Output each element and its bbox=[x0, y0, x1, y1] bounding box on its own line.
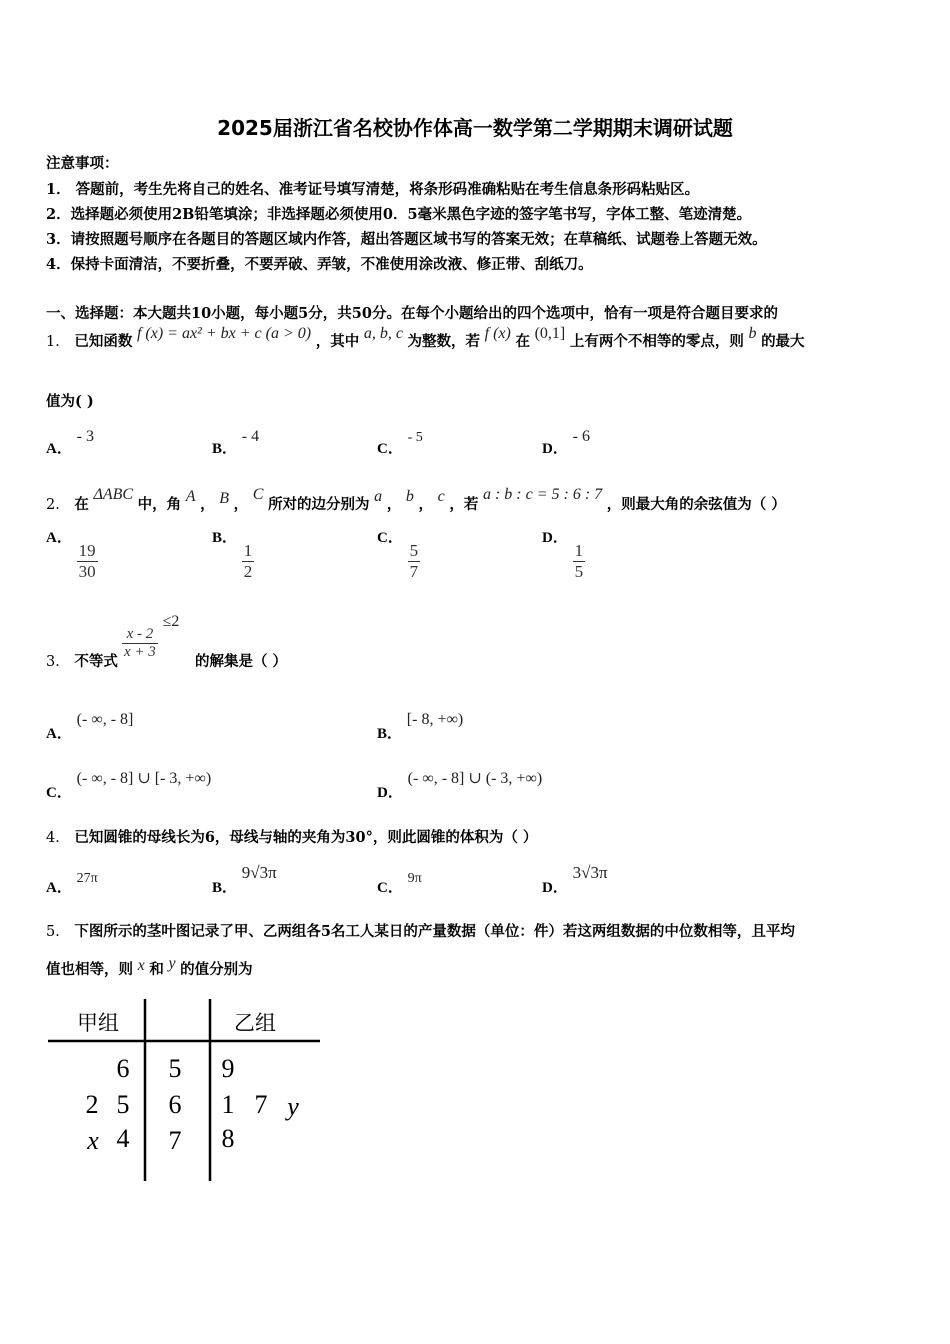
q1-interval: (0,1] bbox=[534, 325, 566, 342]
q5-number: 5． bbox=[46, 924, 70, 940]
q3-inequality bbox=[122, 613, 180, 662]
option-label: A． bbox=[46, 441, 72, 457]
option-value: (- ∞, - 8] ∪ [- 3, +∞) bbox=[76, 770, 212, 787]
option-value: 9√3π bbox=[241, 863, 277, 882]
option-label: A． bbox=[46, 530, 72, 546]
notes-heading: 注意事项： bbox=[46, 155, 119, 172]
q4-option-c[interactable] bbox=[377, 866, 422, 896]
option-value: [- 8, +∞) bbox=[406, 711, 464, 728]
q2-comma: ， bbox=[386, 496, 402, 513]
q2-text: 中，角 bbox=[137, 496, 182, 513]
option-label: B． bbox=[212, 880, 238, 896]
note-item-3: 3．请按照题号顺序在各题目的答题区域内作答，超出答题区域书写的答案无效；在草稿纸、试题卷上答题无效。 bbox=[46, 231, 767, 248]
stem-value: 6 bbox=[168, 1090, 182, 1119]
left-leaf: 4 bbox=[116, 1124, 130, 1153]
option-fraction bbox=[573, 541, 586, 581]
q2-comma: ， bbox=[418, 496, 433, 513]
option-label: C． bbox=[377, 880, 403, 896]
option-value: 9π bbox=[407, 871, 422, 886]
left-leaf-variable: x bbox=[87, 1126, 99, 1155]
question-1 bbox=[46, 325, 805, 351]
q1-text: 在 bbox=[515, 333, 530, 350]
q2-text: ，则最大角的余弦值为（ ） bbox=[606, 496, 786, 513]
stem-value: 5 bbox=[168, 1054, 182, 1083]
q1-text: 的最大 bbox=[761, 333, 805, 350]
option-value: 27π bbox=[76, 871, 98, 886]
option-label: D． bbox=[542, 441, 568, 457]
q3-fraction bbox=[122, 626, 158, 662]
option-fraction bbox=[242, 541, 255, 581]
option-fraction bbox=[77, 541, 98, 581]
fraction-numerator: 1 bbox=[574, 541, 584, 560]
option-value: - 3 bbox=[76, 428, 94, 445]
q4-option-a[interactable] bbox=[46, 866, 98, 896]
q4-option-b[interactable] bbox=[212, 862, 277, 896]
q2-comma: ， bbox=[233, 496, 249, 513]
q1-function: f (x) = ax² + bx + c (a > 0) bbox=[136, 325, 312, 342]
option-label: C． bbox=[46, 785, 72, 801]
q5-text: 值也相等，则 bbox=[46, 961, 133, 978]
note-item-4: 4．保持卡面清洁，不要折叠，不要弄破、弄皱，不准使用涂改液、修正带、刮纸刀。 bbox=[46, 256, 593, 273]
note-item-2: 2．选择题必须使用2B铅笔填涂；非选择题必须使用0．5毫米黑色字迹的签字笔书写，字体工整、笔迹清楚。 bbox=[46, 206, 752, 223]
q2-side-b: b bbox=[405, 488, 414, 505]
q1-abc: a, b, c bbox=[363, 325, 403, 342]
right-leaf: 9 bbox=[221, 1054, 235, 1083]
option-label: D． bbox=[542, 530, 568, 546]
option-fraction bbox=[408, 541, 421, 581]
right-group-header: 乙组 bbox=[234, 1011, 276, 1035]
option-value: - 6 bbox=[572, 428, 590, 445]
q5-text-cont bbox=[46, 955, 253, 979]
question-5 bbox=[46, 920, 795, 941]
fraction-denominator: 2 bbox=[243, 561, 253, 581]
option-label: D． bbox=[377, 785, 403, 801]
q2-angle-c: C bbox=[252, 486, 264, 503]
q5-x: x bbox=[137, 957, 145, 974]
left-leaf: 6 bbox=[116, 1054, 130, 1083]
fraction-denominator: x + 3 bbox=[124, 644, 156, 661]
option-label: C． bbox=[377, 441, 403, 457]
q3-text: 不等式 bbox=[74, 653, 118, 670]
right-leaf: 1 bbox=[221, 1090, 235, 1119]
q2-text: ，若 bbox=[449, 496, 479, 513]
fraction-numerator: x - 2 bbox=[126, 626, 154, 642]
note-item-1: 1． 答题前，考生先将自己的姓名、准考证号填写清楚，将条形码准确粘贴在考生信息条形码粘贴区。 bbox=[46, 181, 700, 198]
option-label: A． bbox=[46, 726, 72, 742]
q1-text-cont: 值为( ) bbox=[46, 393, 94, 410]
q2-triangle: ΔABC bbox=[93, 486, 134, 503]
question-2 bbox=[46, 486, 786, 514]
right-leaf: 8 bbox=[221, 1124, 235, 1153]
option-label: B． bbox=[212, 530, 238, 546]
fraction-denominator: 30 bbox=[78, 561, 96, 581]
q3-option-b[interactable] bbox=[377, 708, 464, 742]
option-label: B． bbox=[212, 441, 238, 457]
q1-option-b[interactable] bbox=[212, 425, 260, 457]
left-group-header: 甲组 bbox=[77, 1011, 119, 1035]
question-3 bbox=[46, 650, 118, 671]
fraction-denominator: 5 bbox=[574, 561, 584, 581]
q2-number: 2． bbox=[46, 497, 70, 513]
option-label: D． bbox=[542, 880, 568, 896]
q3-option-d[interactable] bbox=[377, 767, 543, 801]
option-label: A． bbox=[46, 880, 72, 896]
left-leaf: 5 bbox=[116, 1090, 130, 1119]
q2-angle-a: A bbox=[185, 488, 196, 505]
right-leaf: 7 bbox=[254, 1090, 268, 1119]
q1-fx: f (x) bbox=[484, 325, 511, 342]
q1-text: 为整数，若 bbox=[407, 333, 481, 350]
q2-option-c[interactable] bbox=[377, 530, 420, 581]
option-label: C． bbox=[377, 530, 403, 546]
q3-text: 的解集是（ ） bbox=[195, 653, 288, 670]
page-title: 2025届浙江省名校协作体高一数学第二学期期末调研试题 bbox=[217, 116, 733, 140]
q1-number: 1． bbox=[46, 334, 70, 350]
stem-value: 7 bbox=[168, 1126, 182, 1155]
option-value: - 5 bbox=[407, 430, 423, 445]
q4-option-d[interactable] bbox=[542, 862, 608, 896]
fraction-denominator: 7 bbox=[409, 561, 419, 581]
fraction-numerator: 5 bbox=[409, 541, 419, 560]
question-4 bbox=[46, 826, 537, 847]
q2-side-a: a bbox=[374, 488, 383, 505]
q5-y: y bbox=[168, 955, 176, 972]
q2-option-b[interactable] bbox=[212, 530, 254, 581]
left-leaf: 2 bbox=[85, 1090, 99, 1119]
right-leaf-variable: y bbox=[287, 1092, 299, 1121]
q5-text: 和 bbox=[149, 961, 164, 978]
q1-option-d[interactable] bbox=[542, 425, 590, 457]
section-heading: 一、选择题：本大题共10小题，每小题5分，共50分。在每个小题给出的四个选项中，恰有一项是符合题目要求的 bbox=[46, 305, 778, 322]
option-value: - 4 bbox=[241, 428, 260, 445]
option-value: (- ∞, - 8] ∪ (- 3, +∞) bbox=[407, 770, 543, 787]
fraction-numerator: 1 bbox=[243, 541, 253, 560]
q2-ratio: a : b : c = 5 : 6 : 7 bbox=[482, 486, 603, 503]
q1-option-c[interactable] bbox=[377, 425, 423, 457]
option-label: B． bbox=[377, 726, 403, 742]
fraction-numerator: 19 bbox=[78, 541, 96, 560]
q5-text: 的值分别为 bbox=[180, 961, 253, 978]
q2-side-c: c bbox=[437, 488, 445, 505]
q2-text: 所对的边分别为 bbox=[268, 496, 370, 513]
q2-option-d[interactable] bbox=[542, 530, 585, 581]
q3-option-a[interactable] bbox=[46, 708, 134, 742]
q5-text: 下图所示的茎叶图记录了甲、乙两组各5名工人某日的产量数据（单位：件）若这两组数据的中位数相等，且平均 bbox=[74, 923, 795, 940]
q2-option-a[interactable] bbox=[46, 530, 98, 581]
option-value: 3√3π bbox=[572, 863, 608, 882]
q1-text: ，其中 bbox=[315, 333, 360, 350]
option-value: (- ∞, - 8] bbox=[76, 711, 134, 728]
q1-b: b bbox=[748, 325, 757, 342]
q4-text: 已知圆锥的母线长为6，母线与轴的夹角为30°，则此圆锥的体积为（ ） bbox=[74, 829, 538, 846]
q3-le: ≤2 bbox=[162, 613, 180, 630]
q1-text: 已知函数 bbox=[74, 333, 133, 350]
q3-number: 3． bbox=[46, 654, 70, 670]
q1-option-a[interactable] bbox=[46, 425, 94, 457]
q2-text: 在 bbox=[74, 496, 89, 513]
q3-option-c[interactable] bbox=[46, 767, 212, 801]
q2-angle-b: B bbox=[219, 490, 230, 507]
q4-number: 4． bbox=[46, 830, 70, 846]
q1-text: 上有两个不相等的零点，则 bbox=[569, 333, 744, 350]
q2-comma: ， bbox=[200, 496, 215, 513]
stem-leaf-plot bbox=[40, 995, 330, 1185]
